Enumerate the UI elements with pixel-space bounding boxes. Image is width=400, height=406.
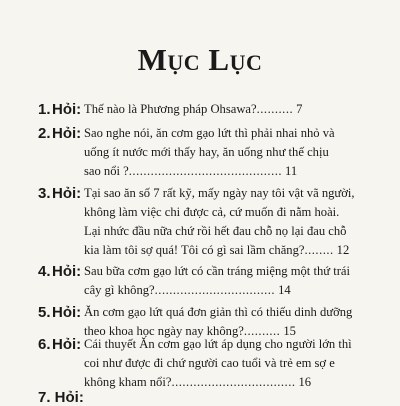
toc-entry-2[interactable] <box>38 124 368 181</box>
entry-label: Hỏi: <box>52 304 82 321</box>
entry-number: 6. <box>38 336 51 353</box>
toc-entry-7-partial: 7. Hỏi: <box>38 389 84 406</box>
page-number: 14 <box>278 283 291 297</box>
entry-line: Cái thuyết Ăn cơm gạo lứt áp dụng cho người lớn thì <box>84 337 352 351</box>
entry-line: cây gì không?................................. 14 <box>84 283 291 297</box>
entry-line: Lại nhức đầu nữa chứ rồi hết đau chỗ nọ lại đau chỗ <box>84 224 347 238</box>
entry-line: Sao nghe nói, ăn cơm gạo lứt thì phải nhai nhỏ và <box>84 126 335 140</box>
entry-number: 3. <box>38 185 51 202</box>
entry-line: coi như được đi chứ người cao tuổi và trẻ em sợ e <box>84 356 335 370</box>
toc-entry-6[interactable] <box>38 335 368 392</box>
leader-dots: .......... <box>256 102 294 116</box>
page-number: 11 <box>285 164 298 178</box>
entry-label: Hỏi: <box>52 125 82 142</box>
entry-line: uống ít nước mới thấy hay, ăn uống như thế chịu <box>84 145 329 159</box>
toc-entry-4[interactable] <box>38 262 368 300</box>
entry-line: Sau bữa cơm gạo lứt có cần tráng miệng một thứ trái <box>84 264 350 278</box>
leader-dots: ........ <box>304 243 334 257</box>
entry-number: 1. <box>38 101 51 118</box>
entry-line: kia làm tôi sợ quá! Tôi có gì sai lầm chăng?........ 12 <box>84 243 350 257</box>
page-number: 12 <box>336 243 350 257</box>
entry-line: Ăn cơm gạo lứt quá đơn giản thì có thiếu dinh dưỡng <box>84 305 353 319</box>
leader-dots: .......... <box>243 324 281 338</box>
leader-dots: .......................................... <box>128 164 283 178</box>
entry-label: Hỏi: <box>52 101 82 118</box>
page-title: Mục Lục <box>137 42 263 77</box>
entry-line: không kham nổi?.................................. 16 <box>84 375 312 389</box>
entry-line: sao nổi ?.......................................... 11 <box>84 164 298 178</box>
leader-dots: .................................. <box>171 375 296 389</box>
page-number: 7 <box>296 102 303 116</box>
toc-entry-1[interactable] <box>38 100 368 119</box>
entry-number: 5. <box>38 304 51 321</box>
toc-entry-3[interactable] <box>38 184 368 260</box>
entry-label: Hỏi: <box>52 185 82 202</box>
entry-line: Tại sao ăn số 7 rất kỹ, mấy ngày nay tôi vật vã người, <box>84 186 355 200</box>
leader-dots: ................................. <box>154 283 276 297</box>
entry-label: Hỏi: <box>52 336 82 353</box>
entry-line: theo khoa học ngày nay không?.......... 15 <box>84 324 296 338</box>
entry-label: Hỏi: <box>52 263 82 280</box>
page-number: 16 <box>298 375 312 389</box>
entry-line: không làm việc chi được cả, cứ muốn đi nằm hoài. <box>84 205 340 219</box>
entry-line: Thế nào là Phương pháp Ohsawa?.......... 7 <box>84 102 303 116</box>
entry-number: 4. <box>38 263 51 280</box>
entry-number: 2. <box>38 125 51 142</box>
page-number: 15 <box>283 324 296 338</box>
